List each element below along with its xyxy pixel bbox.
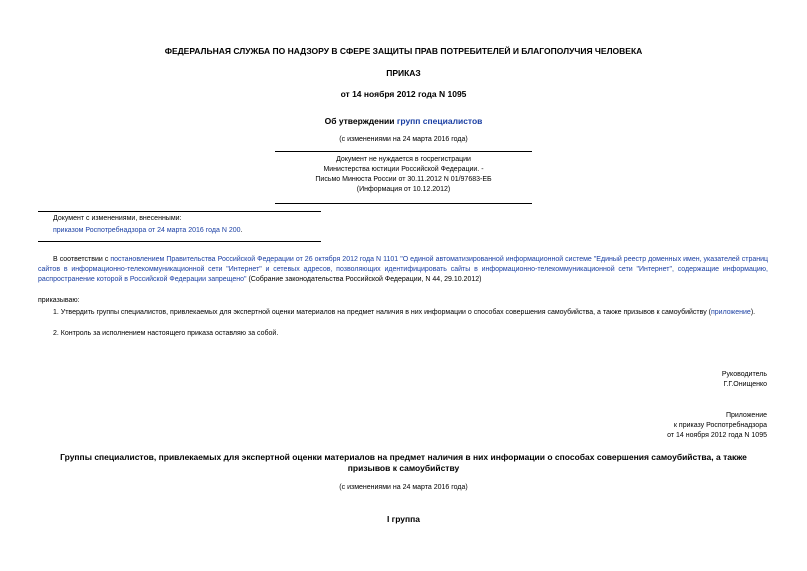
signature-name: Г.Г.Онищенко <box>723 381 767 388</box>
appendix-title: Группы специалистов, привлекаемых для экспертной оценки материалов на предмет наличия в них информации о способах совершения самоубийства, а также призывов к самоубийству <box>60 452 747 473</box>
preamble-text-1: В соответствии с <box>53 256 111 263</box>
registration-line-3: Письмо Минюста России от 30.11.2012 N 01/97683-ЕБ <box>315 176 492 183</box>
changes-label: Документ с изменениями, внесенными: <box>53 215 182 222</box>
group-title: I группа <box>386 514 421 524</box>
title-prefix: Об утверждении <box>324 116 397 126</box>
order-item-1-text: 1. Утвердить группы специалистов, привлекаемых для экспертной оценки материалов на предмет наличия в них информации о способах совершения самоубийства, а также призывов к самоубийству ( <box>53 309 711 316</box>
divider-bottom <box>275 203 532 204</box>
registration-line-1: Документ не нуждается в госрегистрации <box>336 156 471 163</box>
appendix-ref-line-3: от 14 ноября 2012 года N 1095 <box>667 432 767 439</box>
order-item-1 <box>53 308 773 318</box>
document-title <box>0 116 807 126</box>
title-link[interactable]: групп специалистов <box>396 116 483 126</box>
preamble-paragraph <box>38 255 768 285</box>
changes-suffix: . <box>240 227 243 234</box>
registration-line-2: Министерства юстиции Российской Федерации. - <box>323 166 484 173</box>
preamble-text-2: (Собрание законодательства Российской Федерации, N 44, 29.10.2012) <box>246 276 482 283</box>
changes-link[interactable]: приказом Роспотребнадзора от 24 марта 2016 года N 200 <box>53 227 241 234</box>
registration-line-4: (Информация от 10.12.2012) <box>356 186 451 193</box>
order-item-1-end: ). <box>750 309 756 316</box>
changes-divider-top <box>38 211 321 212</box>
agency-name: ФЕДЕРАЛЬНАЯ СЛУЖБА ПО НАДЗОРУ В СФЕРЕ ЗАЩИТЫ ПРАВ ПОТРЕБИТЕЛЕЙ И БЛАГОПОЛУЧИЯ ЧЕЛОВЕКА <box>164 46 643 56</box>
order-item-2: 2. Контроль за исполнением настоящего приказа оставляю за собой. <box>53 330 279 337</box>
appendix-amendments: (с изменениями на 24 марта 2016 года) <box>339 484 468 491</box>
appendix-ref-line-1: Приложение <box>725 412 767 419</box>
document-type: ПРИКАЗ <box>386 68 421 78</box>
changes-reference <box>53 226 242 236</box>
document-date-number: от 14 ноября 2012 года N 1095 <box>340 89 467 99</box>
appendix-link[interactable]: приложение <box>710 309 751 316</box>
order-label: приказываю: <box>38 297 80 304</box>
changes-divider-bottom <box>38 241 321 242</box>
divider-top <box>275 151 532 152</box>
amendments-note: (с изменениями на 24 марта 2016 года) <box>339 136 468 143</box>
government-decree-link[interactable]: постановлением Правительства Российской Федерации от 26 октября 2012 года N 1101 "О единой автоматизированной информационной системе "Единый реестр доменных имен, указателей страниц сайтов в информационно-телекоммуникационной сети "Интернет" и сетевых адресов, позволяющих идентифицировать сайты в информационно-телекоммуникационной сети "Интернет", содержащие информацию, распространение которой в Российской Федерации запрещено" <box>38 256 769 283</box>
appendix-ref-line-2: к приказу Роспотребнадзора <box>673 422 767 429</box>
signature-position: Руководитель <box>721 371 767 378</box>
